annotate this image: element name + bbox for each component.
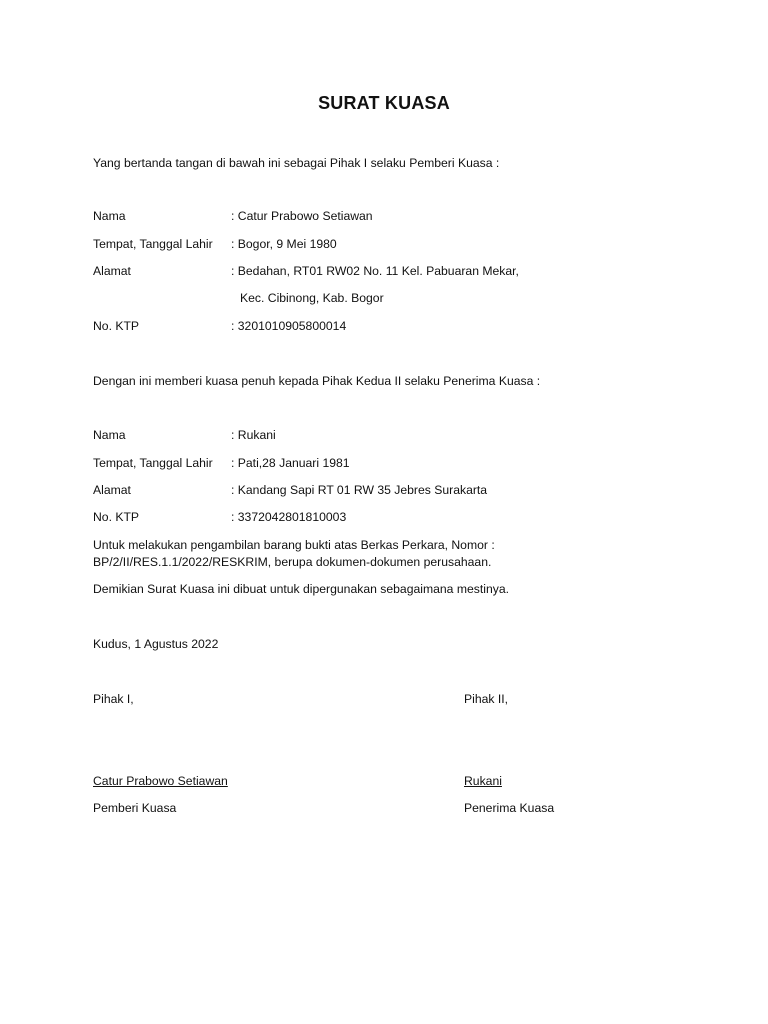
- pihak1-ktp-value: : 3201010905800014: [231, 319, 347, 333]
- pihak1-alamat-label: Alamat: [93, 264, 131, 278]
- pihak2-ktp-value: : 3372042801810003: [231, 510, 347, 524]
- intro-pihak1: Yang bertanda tangan di bawah ini sebagai Pihak I selaku Pemberi Kuasa :: [93, 156, 500, 170]
- pihak2-alamat-value: : Kandang Sapi RT 01 RW 35 Jebres Surakarta: [231, 483, 488, 497]
- pihak1-ktp-label: No. KTP: [93, 319, 140, 333]
- intro-pihak2: Dengan ini memberi kuasa penuh kepada Pihak Kedua II selaku Penerima Kuasa :: [93, 374, 541, 388]
- signature-left-name: Catur Prabowo Setiawan: [93, 774, 228, 788]
- signature-left-heading: Pihak I,: [93, 692, 134, 706]
- pihak2-nama-label: Nama: [93, 428, 126, 442]
- document-title: SURAT KUASA: [318, 93, 450, 113]
- purpose-line-2: BP/2/II/RES.1.1/2022/RESKRIM, berupa dokumen-dokumen perusahaan.: [93, 555, 492, 569]
- pihak2-alamat-label: Alamat: [93, 483, 131, 497]
- signature-right-role: Penerima Kuasa: [464, 801, 555, 815]
- pihak2-ttl-label: Tempat, Tanggal Lahir: [93, 456, 213, 470]
- place-date: Kudus, 1 Agustus 2022: [93, 637, 219, 651]
- pihak1-alamat-value-1: : Bedahan, RT01 RW02 No. 11 Kel. Pabuaran Mekar,: [231, 264, 519, 278]
- pihak1-ttl-value: : Bogor, 9 Mei 1980: [231, 237, 337, 251]
- pihak2-nama-value: : Rukani: [231, 428, 276, 442]
- pihak1-nama-value: : Catur Prabowo Setiawan: [231, 209, 373, 223]
- pihak2-ttl-value: : Pati,28 Januari 1981: [231, 456, 350, 470]
- pihak1-ttl-label: Tempat, Tanggal Lahir: [93, 237, 213, 251]
- signature-right-heading: Pihak II,: [464, 692, 509, 706]
- pihak1-nama-label: Nama: [93, 209, 126, 223]
- pihak1-alamat-value-2: Kec. Cibinong, Kab. Bogor: [240, 291, 384, 305]
- closing-statement: Demikian Surat Kuasa ini dibuat untuk dipergunakan sebagaimana mestinya.: [93, 582, 509, 596]
- signature-left-role: Pemberi Kuasa: [93, 801, 177, 815]
- pihak2-ktp-label: No. KTP: [93, 510, 140, 524]
- signature-right-name: Rukani: [464, 774, 502, 788]
- purpose-line-1: Untuk melakukan pengambilan barang bukti atas Berkas Perkara, Nomor :: [93, 538, 495, 552]
